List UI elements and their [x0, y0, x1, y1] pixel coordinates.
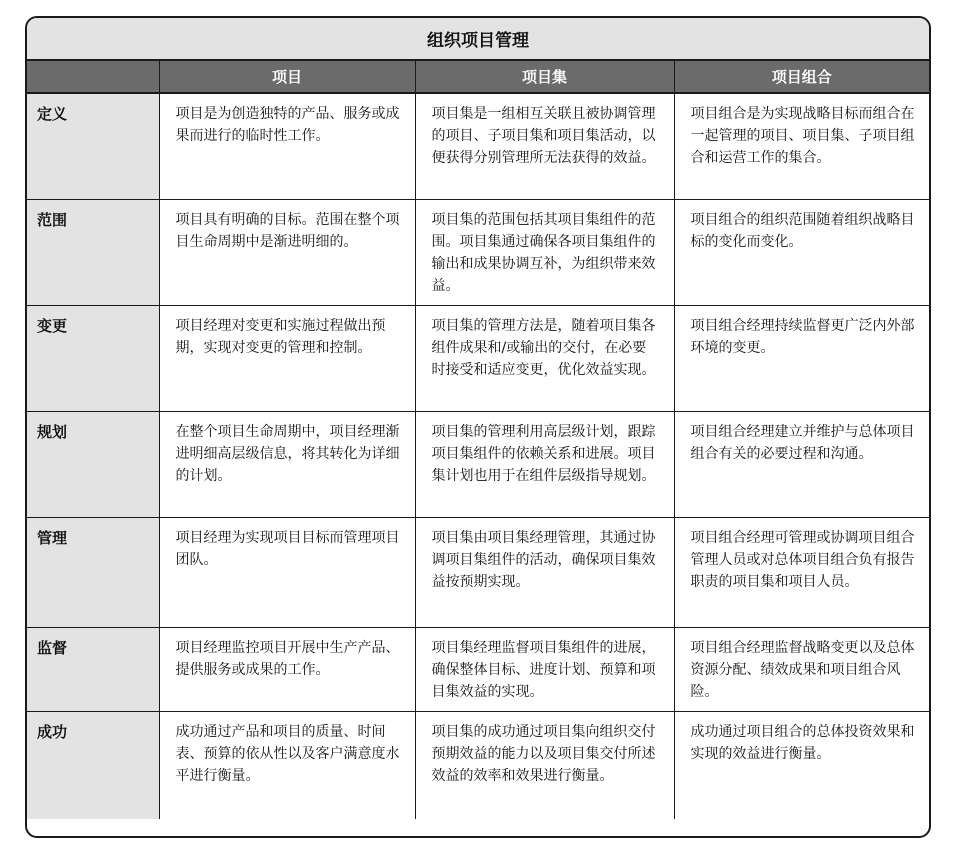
portfolio-cell: 项目组合的组织范围随着组织战略目标的变化而变化。 — [674, 199, 929, 305]
program-cell: 项目集的范围包括其项目集组件的范围。项目集通过确保各项目集组件的输出和成果协调互补，为组织带来效益。 — [415, 199, 674, 305]
comparison-table — [27, 61, 929, 819]
portfolio-cell: 项目组合经理监督战略变更以及总体资源分配、绩效成果和项目组合风险。 — [674, 627, 929, 711]
program-cell: 项目集是一组相互关联且被协调管理的项目、子项目集和项目集活动，以便获得分别管理所无法获得的效益。 — [415, 93, 674, 199]
program-cell: 项目集的管理利用高层级计划，跟踪项目集组件的依赖关系和进展。项目集计划也用于在组件层级指导规划。 — [415, 411, 674, 517]
table-row — [27, 305, 929, 411]
row-label: 成功 — [27, 711, 159, 819]
project-cell: 项目经理对变更和实施过程做出预期，实现对变更的管理和控制。 — [159, 305, 415, 411]
project-cell: 在整个项目生命周期中，项目经理渐进明细高层级信息，将其转化为详细的计划。 — [159, 411, 415, 517]
program-cell: 项目集由项目集经理管理，其通过协调项目集组件的活动，确保项目集效益按预期实现。 — [415, 517, 674, 627]
project-cell: 项目经理监控项目开展中生产产品、提供服务或成果的工作。 — [159, 627, 415, 711]
comparison-table-frame — [25, 16, 931, 838]
program-cell: 项目集的成功通过项目集向组织交付预期效益的能力以及项目集交付所述效益的效率和效果进行衡量。 — [415, 711, 674, 819]
header-row — [27, 61, 929, 93]
row-label: 监督 — [27, 627, 159, 711]
portfolio-cell: 项目组合是为实现战略目标而组合在一起管理的项目、项目集、子项目组合和运营工作的集合。 — [674, 93, 929, 199]
project-cell: 项目具有明确的目标。范围在整个项目生命周期中是渐进明细的。 — [159, 199, 415, 305]
portfolio-cell: 项目组合经理可管理或协调项目组合管理人员或对总体项目组合负有报告职责的项目集和项目人员。 — [674, 517, 929, 627]
header-project: 项目 — [159, 61, 415, 93]
row-label: 管理 — [27, 517, 159, 627]
row-label: 定义 — [27, 93, 159, 199]
header-program: 项目集 — [415, 61, 674, 93]
table-row — [27, 627, 929, 711]
program-cell: 项目集的管理方法是，随着项目集各组件成果和/或输出的交付，在必要时接受和适应变更，优化效益实现。 — [415, 305, 674, 411]
header-corner — [27, 61, 159, 93]
table-row — [27, 711, 929, 819]
table-row — [27, 199, 929, 305]
table-title: 组织项目管理 — [27, 18, 929, 61]
table-row — [27, 411, 929, 517]
row-label: 规划 — [27, 411, 159, 517]
portfolio-cell: 项目组合经理持续监督更广泛内外部环境的变更。 — [674, 305, 929, 411]
table-row — [27, 517, 929, 627]
table-row — [27, 93, 929, 199]
project-cell: 项目经理为实现项目目标而管理项目团队。 — [159, 517, 415, 627]
row-label: 变更 — [27, 305, 159, 411]
project-cell: 成功通过产品和项目的质量、时间表、预算的依从性以及客户满意度水平进行衡量。 — [159, 711, 415, 819]
project-cell: 项目是为创造独特的产品、服务或成果而进行的临时性工作。 — [159, 93, 415, 199]
program-cell: 项目集经理监督项目集组件的进展，确保整体目标、进度计划、预算和项目集效益的实现。 — [415, 627, 674, 711]
portfolio-cell: 项目组合经理建立并维护与总体项目组合有关的必要过程和沟通。 — [674, 411, 929, 517]
row-label: 范围 — [27, 199, 159, 305]
portfolio-cell: 成功通过项目组合的总体投资效果和实现的效益进行衡量。 — [674, 711, 929, 819]
header-portfolio: 项目组合 — [674, 61, 929, 93]
